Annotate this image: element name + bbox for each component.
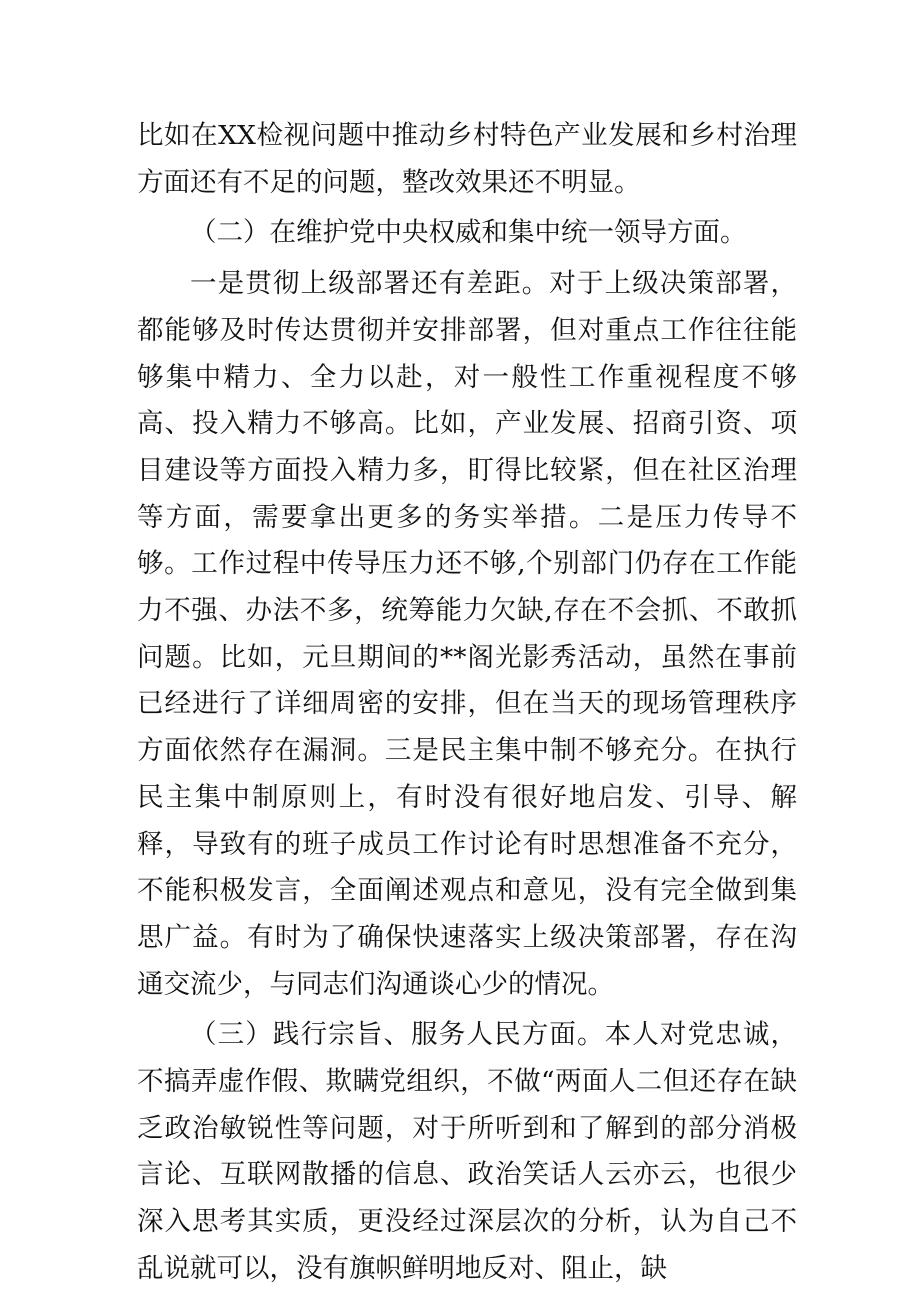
document-body [137,113,797,1293]
section-heading-2: （二）在维护党中央权威和集中统一领导方面。 [190,217,747,249]
paragraph-continuation: 比如在XX检视问题中推动乡村特色产业发展和乡村治理方面还有不足的问题，整改效果还不明显。 [137,120,797,198]
paragraph-body: 一是贯彻上级部署还有差距。对于上级决策部署，都能够及时传达贯彻并安排部署，但对重点工作往往能够集中精力、全力以赴，对一般性工作重视程度不够高、投入精力不够高。比如，产业发展、招商引资、项目建设等方面投入精力多，盯得比较紧，但在社区治理等方面，需要拿出更多的务实举措。二是压力传导不够。工作过程中传导压力还不够,个别部门仍存在工作能力不强、办法不多，统筹能力欠缺,存在不会抓、不敢抓问题。比如，元旦期间的**阁光影秀活动，虽然在事前已经进行了详细周密的安排，但在当天的现场管理秩序方面依然存在漏洞。三是民主集中制不够充分。在执行民主集中制原则上，有时没有很好地启发、引导、解释，导致有的班子成员工作讨论有时思想准备不充分，不能积极发言，全面阐述观点和意见，没有完全做到集思广益。有时为了确保快速落实上级决策部署，存在沟通交流少，与同志们沟通谈心少的情况。 [137,268,797,1000]
section-heading-3-paragraph: （三）践行宗旨、服务人民方面。本人对党忠诚，不搞弄虚作假、欺瞒党组织，不做“两面人二但还存在缺乏政治敏锐性等问题，对于所听到和了解到的部分消极言论、互联网散播的信息、政治笑话人云亦云，也很少深入思考其实质，更没经过深层次的分析，认为自己不乱说就可以，没有旗帜鲜明地反对、阻止，缺 [137,1019,797,1284]
